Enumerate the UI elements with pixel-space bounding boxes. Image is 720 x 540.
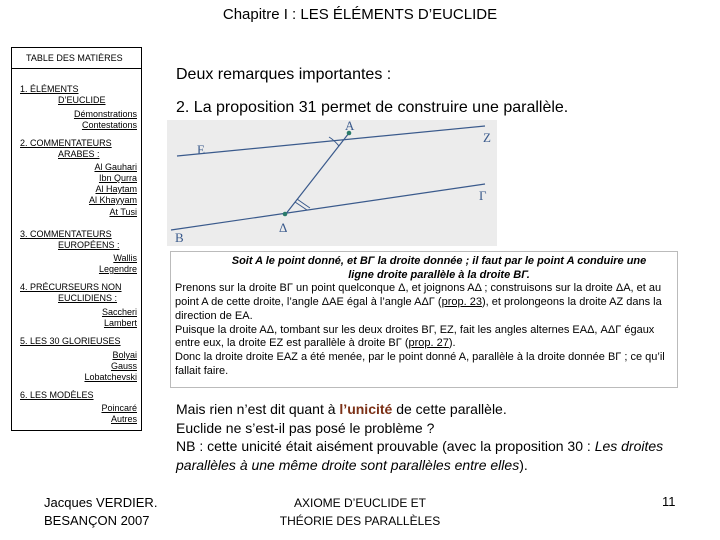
toc-sub-demonstrations[interactable]: Démonstrations bbox=[73, 109, 137, 119]
uniqueness-keyword: l’unicité bbox=[339, 401, 393, 417]
table-of-contents bbox=[11, 47, 142, 431]
proof-paragraph-1: Prenons sur la droite BΓ un point quelconque Δ, et joignons AΔ ; construisons sur la droite ΔA, et au point A de cette droite, l’angle ΔAE égal à l’angle AΔΓ (prop. 23), et prolongeons la droite AZ dans la direction de EA. bbox=[175, 282, 662, 322]
toc-section-europeens[interactable]: 3. COMMENTATEURS EUROPÉENS : bbox=[20, 229, 120, 250]
uniqueness-remarks bbox=[176, 400, 696, 474]
toc-sub-lobatchevski[interactable]: Lobatchevski bbox=[84, 372, 137, 382]
proof-paragraph-2: Puisque la droite AΔ, tombant sur les deux droites BΓ, EZ, fait les angles alternes EAΔ, AΔΓ égaux entre eux, la droite EZ est parallèle à droite BΓ (prop. 27). bbox=[175, 323, 655, 350]
footer-author: Jacques VERDIER. BESANÇON 2007 bbox=[44, 495, 158, 528]
proposition-statement: Soit A le point donné, et BΓ la droite donnée ; il faut par le point A conduire une ligne droite parallèle à la droite BΓ. bbox=[231, 255, 647, 281]
toc-sub-autres[interactable]: Autres bbox=[110, 414, 137, 424]
remark-line-2: Euclide ne s’est-il pas posé le problème ? bbox=[176, 419, 435, 436]
toc-sub-legendre[interactable]: Legendre bbox=[98, 264, 137, 274]
line-bg bbox=[171, 184, 485, 230]
toc-section-elements[interactable]: 1. ÉLÉMENTS D’EUCLIDE bbox=[20, 84, 106, 105]
page-number: 11 bbox=[662, 494, 676, 509]
section-heading: Deux remarques importantes : bbox=[176, 66, 392, 83]
figure-label-d: Δ bbox=[279, 220, 288, 235]
toc-sub-at-tusi[interactable]: At Tusi bbox=[109, 207, 137, 217]
slide-title: Chapitre I : LES ÉLÉMENTS D’EUCLIDE bbox=[222, 6, 498, 23]
toc-sub-al-haytam[interactable]: Al Haytam bbox=[95, 184, 137, 194]
toc-heading: TABLE DES MATIÈRES bbox=[12, 48, 141, 69]
toc-sub-lambert[interactable]: Lambert bbox=[103, 318, 137, 328]
toc-sub-gauss[interactable]: Gauss bbox=[110, 361, 137, 371]
toc-sub-al-gauhari[interactable]: Al Gauhari bbox=[94, 162, 137, 172]
euclid-proposition-text bbox=[170, 251, 678, 388]
remark-line-3: NB : cette unicité était aisément prouvable (avec la proposition 30 : Les droites parallèles à une même droite sont parallèles entre elles). bbox=[176, 438, 664, 473]
toc-section-modeles[interactable]: 6. LES MODÈLES bbox=[20, 390, 94, 400]
footer-title: AXIOME D’EUCLIDE ET THÉORIE DES PARALLÈLES bbox=[279, 496, 441, 528]
toc-section-glorieuses[interactable]: 5. LES 30 GLORIEUSES bbox=[20, 336, 121, 346]
line-ad bbox=[285, 133, 349, 215]
point-d bbox=[283, 212, 288, 217]
toc-sub-contestations[interactable]: Contestations bbox=[81, 120, 137, 130]
toc-sub-saccheri[interactable]: Saccheri bbox=[101, 307, 137, 317]
toc-sub-al-khayyam[interactable]: Al Khayyam bbox=[88, 195, 137, 205]
toc-sub-poincare[interactable]: Poincaré bbox=[101, 403, 137, 413]
figure-label-e: E bbox=[197, 142, 205, 157]
link-prop-27[interactable]: prop. 27 bbox=[408, 337, 449, 350]
toc-sub-wallis[interactable]: Wallis bbox=[113, 253, 137, 263]
proof-paragraph-3: Donc la droite droite EAZ a été menée, par le point donné A, parallèle à la droite donnée BΓ ; ce qu’il fallait faire. bbox=[175, 350, 665, 377]
link-prop-23[interactable]: prop. 23 bbox=[441, 296, 482, 309]
figure-label-z: Z bbox=[483, 130, 491, 145]
toc-sub-ibn-qurra[interactable]: Ibn Qurra bbox=[98, 173, 137, 183]
figure-label-g: Γ bbox=[479, 188, 487, 203]
line-ez bbox=[177, 126, 485, 156]
figure-label-a: A bbox=[345, 120, 355, 133]
remark-line-1: Mais rien n’est dit quant à l’unicité de cette parallèle. bbox=[176, 401, 507, 417]
proposition-31-statement: 2. La proposition 31 permet de construire une parallèle. bbox=[176, 99, 569, 116]
angle-arc-d2 bbox=[297, 199, 310, 208]
toc-sub-bolyai[interactable]: Bolyai bbox=[112, 350, 137, 360]
parallel-construction-figure bbox=[167, 120, 497, 246]
figure-label-b: B bbox=[175, 230, 184, 245]
toc-section-precurseurs[interactable]: 4. PRÉCURSEURS NON EUCLIDIENS : bbox=[20, 282, 122, 303]
toc-section-arabes[interactable]: 2. COMMENTATEURS ARABES : bbox=[20, 138, 112, 159]
angle-arc-d bbox=[295, 202, 307, 210]
